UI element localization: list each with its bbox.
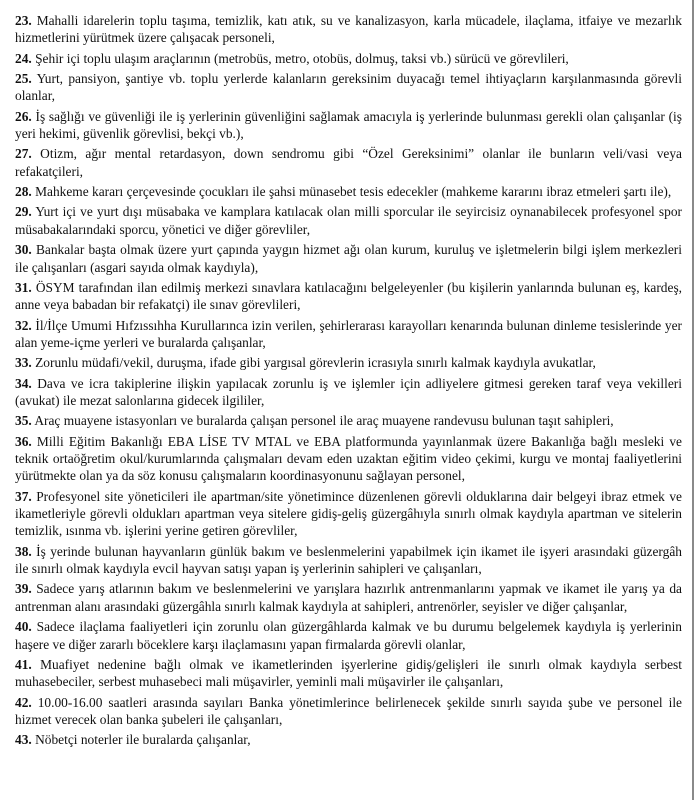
item-number: 28.	[15, 184, 32, 200]
item-text: İş sağlığı ve güvenliği ile iş yerlerinin güvenliğini sağlamak amacıyla iş yerlerinde bulunması gerekli olan çalışanlar (iş yeri hekimi, güvenlik görevlisi, bekçi vb.),	[15, 108, 682, 142]
item-number: 34.	[15, 375, 32, 391]
item-text: Sadece ilaçlama faaliyetleri için zorunlu olan güzergâhlarda kalmak ve bu durumu belgelemek kaydıyla iş yerlerinin haşere ve diğer zararlı böceklere karşı ilaçlamasını yapan firmalarda görevli olanlar,	[15, 619, 682, 652]
list-item	[15, 12, 682, 47]
item-number: 40.	[15, 619, 32, 635]
item-text: Bankalar başta olmak üzere yurt çapında yaygın hizmet ağı olan kurum, kuruluş ve işletmelerin bilgi işlem merkezleri ile çalışanları (asgari sayıda olmak kaydıyla),	[15, 242, 682, 275]
item-text: Dava ve icra takiplerine ilişkin yapılacak zorunlu iş ve işlemler için adliyelere gitmesi gereken taraf veya vekilleri (avukat) ile mezat salonlarına gidecek ilgililer,	[15, 375, 682, 408]
list-item	[15, 580, 682, 615]
item-text: Mahkeme kararı çerçevesinde çocukları ile şahsi münasebet tesis edecekler (mahkeme kararını ibraz etmeleri şartı ile),	[35, 184, 672, 200]
item-number: 31.	[15, 279, 32, 295]
item-text: 10.00-16.00 saatleri arasında sayıları Banka yönetimlerince belirlenecek şekilde sınırlı sayıda şube ve personel ile hizmet verecek olan banka şubeleri ile çalışanları,	[15, 694, 682, 727]
item-text: İl/İlçe Umumi Hıfzıssıhha Kurullarınca izin verilen, şehirlerarası karayolları kenarında bulunan dinleme tesislerinde yer alan yeme-içme yerleri ve buralarda çalışanlar,	[15, 317, 682, 350]
item-number: 29.	[15, 204, 32, 220]
list-item	[15, 50, 682, 67]
list-item	[15, 241, 682, 276]
list-item	[15, 694, 682, 729]
item-number: 36.	[15, 433, 32, 449]
item-text: Mahalli idarelerin toplu taşıma, temizlik, katı atık, su ve kanalizasyon, karla mücadele, ilaçlama, itfaiye ve mezarlık hizmetlerini yürütmek üzere çalışacak personeli,	[15, 13, 682, 46]
item-text: Yurt, pansiyon, şantiye vb. toplu yerlerde kalanların gereksinim duyacağı temel ihtiyaçların karşılanmasında görevli olanlar,	[15, 71, 682, 104]
item-text: ÖSYM tarafından ilan edilmiş merkezi sınavlara katılacağını belgeleyenler (bu kişilerin yanlarında bulunan eş, kardeş, anne veya babadan bir refakatçi) ile sınav görevlileri,	[15, 279, 682, 313]
item-number: 26.	[15, 108, 32, 124]
item-number: 32.	[15, 317, 32, 333]
list-item	[15, 279, 682, 314]
item-text: Zorunlu müdafi/vekil, duruşma, ifade gibi yargısal görevlerin icrasıyla sınırlı kalmak kaydıyla avukatlar,	[35, 355, 596, 371]
list-item	[15, 317, 682, 352]
item-text: Milli Eğitim Bakanlığı EBA LİSE TV MTAL ve EBA platformunda yayınlanmak üzere Bakanlığa bağlı mesleki ve teknik ortaöğretim okul/kurumlarında çalışmaları devam eden uzaktan eğitim video çekimi, kurgu ve montaj faaliyetlerini yürütmekte olan ya da söz konusu çalışmaların koordinasyonunu sağlayan personel,	[15, 433, 682, 484]
item-text: Şehir içi toplu ulaşım araçlarının (metrobüs, metro, otobüs, dolmuş, taksi vb.) sürücü ve görevlileri,	[35, 50, 569, 66]
list-item	[15, 731, 682, 748]
list-item	[15, 488, 682, 540]
item-text: Sadece yarış atlarının bakım ve beslenmelerini ve yarışlara hazırlık antrenmanlarını yapmak ve ikamet ile yarış ya da antrenman alanı arasındaki güzergâhla sınırlı kalmak kaydıyla at sahipleri, antrenörler, seyisler ve diğer çalışanlar,	[15, 581, 682, 614]
list-item	[15, 145, 682, 180]
list-item	[15, 375, 682, 410]
item-text: Otizm, ağır mental retardasyon, down sendromu gibi “Özel Gereksinimi” olanlar ile bunların veli/vasi veya refakatçileri,	[15, 146, 682, 179]
item-number: 42.	[15, 694, 32, 710]
item-number: 23.	[15, 13, 32, 28]
list-item	[15, 183, 682, 200]
item-number: 35.	[15, 413, 32, 429]
list-item	[15, 203, 682, 238]
list-item	[15, 108, 682, 143]
item-number: 30.	[15, 242, 32, 258]
item-number: 37.	[15, 488, 32, 504]
list-item	[15, 354, 682, 371]
list-item	[15, 618, 682, 653]
item-text: Yurt içi ve yurt dışı müsabaka ve kamplara katılacak olan milli sporcular ile seyircisiz oynanabilecek profesyonel spor müsabakalarındaki sporcu, yönetici ve diğer görevliler,	[15, 204, 682, 237]
item-number: 27.	[15, 146, 32, 162]
item-text: Araç muayene istasyonları ve buralarda çalışan personel ile araç muayene randevusu bulunan taşıt sahipleri,	[34, 413, 614, 429]
item-number: 39.	[15, 581, 32, 597]
item-number: 24.	[15, 50, 32, 66]
list-item	[15, 543, 682, 578]
item-text: Nöbetçi noterler ile buralarda çalışanlar,	[35, 732, 251, 748]
item-text: İş yerinde bulunan hayvanların günlük bakım ve beslenmelerini yapabilmek için ikamet ile işyeri arasındaki güzergâh ile sınırlı olmak kaydıyla evcil hayvan satışı yapan iş yerlerinin sahipleri ve çalışanları,	[15, 543, 682, 577]
item-number: 41.	[15, 656, 32, 672]
item-text: Muafiyet nedenine bağlı olmak ve ikametlerinden işyerlerine gidiş/gelişleri ile sınırlı olmak kaydıyla serbest muhasebeciler, serbest muhasebeci mali müşavirler, yeminli mali müşavirler ile çalışanları,	[15, 656, 682, 690]
list-item	[15, 656, 682, 691]
item-number: 43.	[15, 732, 32, 748]
list-item	[15, 433, 682, 485]
list-item	[15, 70, 682, 105]
item-number: 33.	[15, 355, 32, 371]
item-text: Profesyonel site yöneticileri ile apartman/site yönetimince düzenlenen görevli olduklarına dair belgeyi ibraz etmek ve ikametleriyle görevli oldukları apartman veya sitelere gidiş-geliş güzergâhıyla sınırlı olmak kaydıyla apartman ve sitelerin temizlik, ısınma vb. işlerini yerine getiren görevliler,	[15, 488, 682, 539]
list-item	[15, 412, 682, 429]
item-number: 38.	[15, 543, 32, 559]
item-number: 25.	[15, 71, 32, 86]
